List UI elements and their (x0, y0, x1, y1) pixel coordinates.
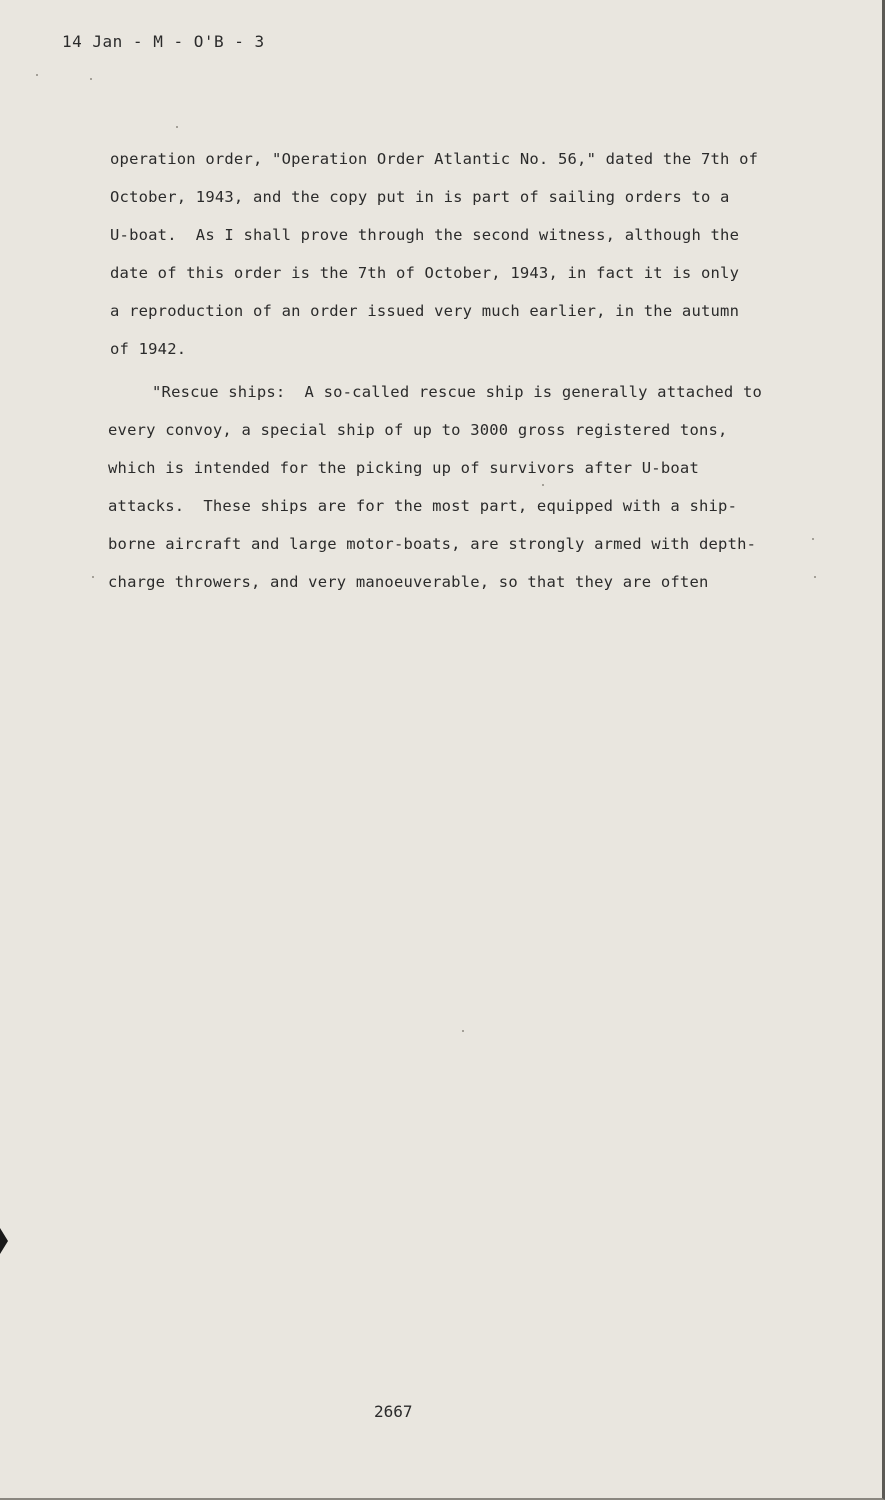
body-line: which is intended for the picking up of survivors after U-boat (108, 459, 699, 477)
scan-speck (812, 538, 814, 540)
body-line: charge throwers, and very manoeuverable, so that they are often (108, 573, 709, 591)
scan-speck (36, 74, 38, 76)
page-reference-header: 14 Jan - M - O'B - 3 (62, 32, 265, 51)
body-line: every convoy, a special ship of up to 3000 gross registered tons, (108, 421, 728, 439)
scan-speck (542, 484, 544, 486)
body-line: borne aircraft and large motor-boats, are strongly armed with depth- (108, 535, 757, 553)
body-line: October, 1943, and the copy put in is part of sailing orders to a (110, 188, 730, 206)
scan-speck (92, 576, 94, 578)
body-line: "Rescue ships: A so-called rescue ship is generally attached to (152, 383, 763, 401)
scan-speck (176, 126, 178, 128)
scan-speck (90, 78, 92, 80)
page-number: 2667 (374, 1402, 413, 1421)
body-line: attacks. These ships are for the most part, equipped with a ship- (108, 497, 738, 515)
body-line: a reproduction of an order issued very much earlier, in the autumn (110, 302, 740, 320)
binding-edge-mark (0, 1228, 8, 1254)
body-line: operation order, "Operation Order Atlantic No. 56," dated the 7th of (110, 150, 759, 168)
scan-speck (814, 576, 816, 578)
scan-speck (462, 1030, 464, 1032)
body-line: of 1942. (110, 340, 187, 358)
body-line: date of this order is the 7th of October, 1943, in fact it is only (110, 264, 740, 282)
body-line: U-boat. As I shall prove through the second witness, although the (110, 226, 740, 244)
